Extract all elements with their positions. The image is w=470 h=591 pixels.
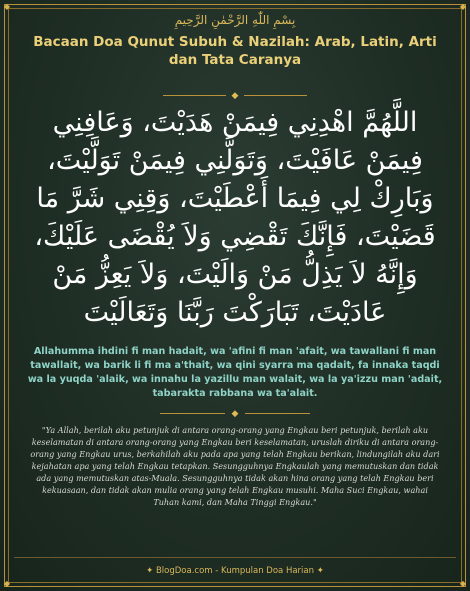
corner-ornament-icon: ◆ — [3, 579, 11, 588]
footer-divider — [14, 557, 456, 558]
divider-line — [160, 413, 225, 414]
corner-ornament-icon: ◆ — [3, 2, 11, 11]
middle-divider — [0, 409, 470, 419]
divider-line — [244, 95, 307, 96]
footer-text: BlogDoa.com - Kumpulan Doa Harian — [155, 566, 315, 576]
diamond-ornament-icon: ◆ — [231, 409, 239, 419]
star-icon: ✦ — [146, 566, 154, 576]
corner-ornament-icon: ◆ — [459, 2, 467, 11]
divider-line — [163, 95, 226, 96]
star-icon: ✦ — [316, 566, 324, 576]
page-title: Bacaan Doa Qunut Subuh & Nazilah: Arab, Latin, Arti dan Tata Caranya — [33, 34, 437, 68]
latin-transliteration: Allahumma ihdini fi man hadait, wa 'afini fi man 'afait, wa tawallani fi man tawallait, wa barik li fi ma a'thait, wa qini syarra ma qadait, fa innaka taqdi wa la yuqda 'alaik, wa innahu la yazillu man walait, wa la ya'izzu man 'adait, tabarakta rabbana wa ta'alait. — [27, 346, 443, 399]
footer — [0, 565, 470, 577]
diamond-ornament-icon: ◆ — [231, 91, 239, 101]
divider-line — [245, 413, 310, 414]
top-divider — [0, 91, 470, 101]
basmala: بِسْمِ اللّٰهِ الرَّحْمٰنِ الرَّحِيمِ — [174, 13, 296, 27]
corner-ornament-icon: ◆ — [459, 579, 467, 588]
arabic-dua-text: اللَّهُمَّ اهْدِنِي فِيمَنْ هَدَيْتَ، وَعَافِنِي فِيمَنْ عَافَيْتَ، وَتَوَلَّنِي فِيمَنْ تَوَلَّيْتَ، وَبَارِكْ لِي فِيمَا أَعْطَيْتَ، وَقِنِي شَرَّ مَا قَضَيْتَ، فَإِنَّكَ تَقْضِي وَلاَ يُقْضَى عَلَيْكَ، وَإِنَّهُ لاَ يَذِلُّ مَنْ وَالَيْتَ، وَلاَ يَعِزُّ مَنْ عَادَيْتَ، تَبَارَكْتَ رَبَّنَا وَتَعَالَيْتَ — [34, 107, 436, 328]
indonesian-translation: "Ya Allah, berilah aku petunjuk di antara orang-orang yang Engkau beri petunjuk, berilah aku keselamatan di antara orang-orang yang Engkau beri keselamatan, uruslah diriku di antara orang-orang yang Engkau urus, berkahilah aku pada apa yang telah Engkau berikan, lindungilah aku dari kejahatan apa yang telah Engkau tetapkan. Sesungguhnya Engkaulah yang memutuskan dan tidak ada yang memutuskan atas-Muala. Sesungguhnya tidak akan hina orang yang telah Engkau beri kekuasaan, dan tidak akan mulia orang yang telah Engkau musuhi. Maha Suci Engkau, wahai Tuhan kami, dan Maha Tinggi Engkau." — [30, 425, 440, 507]
